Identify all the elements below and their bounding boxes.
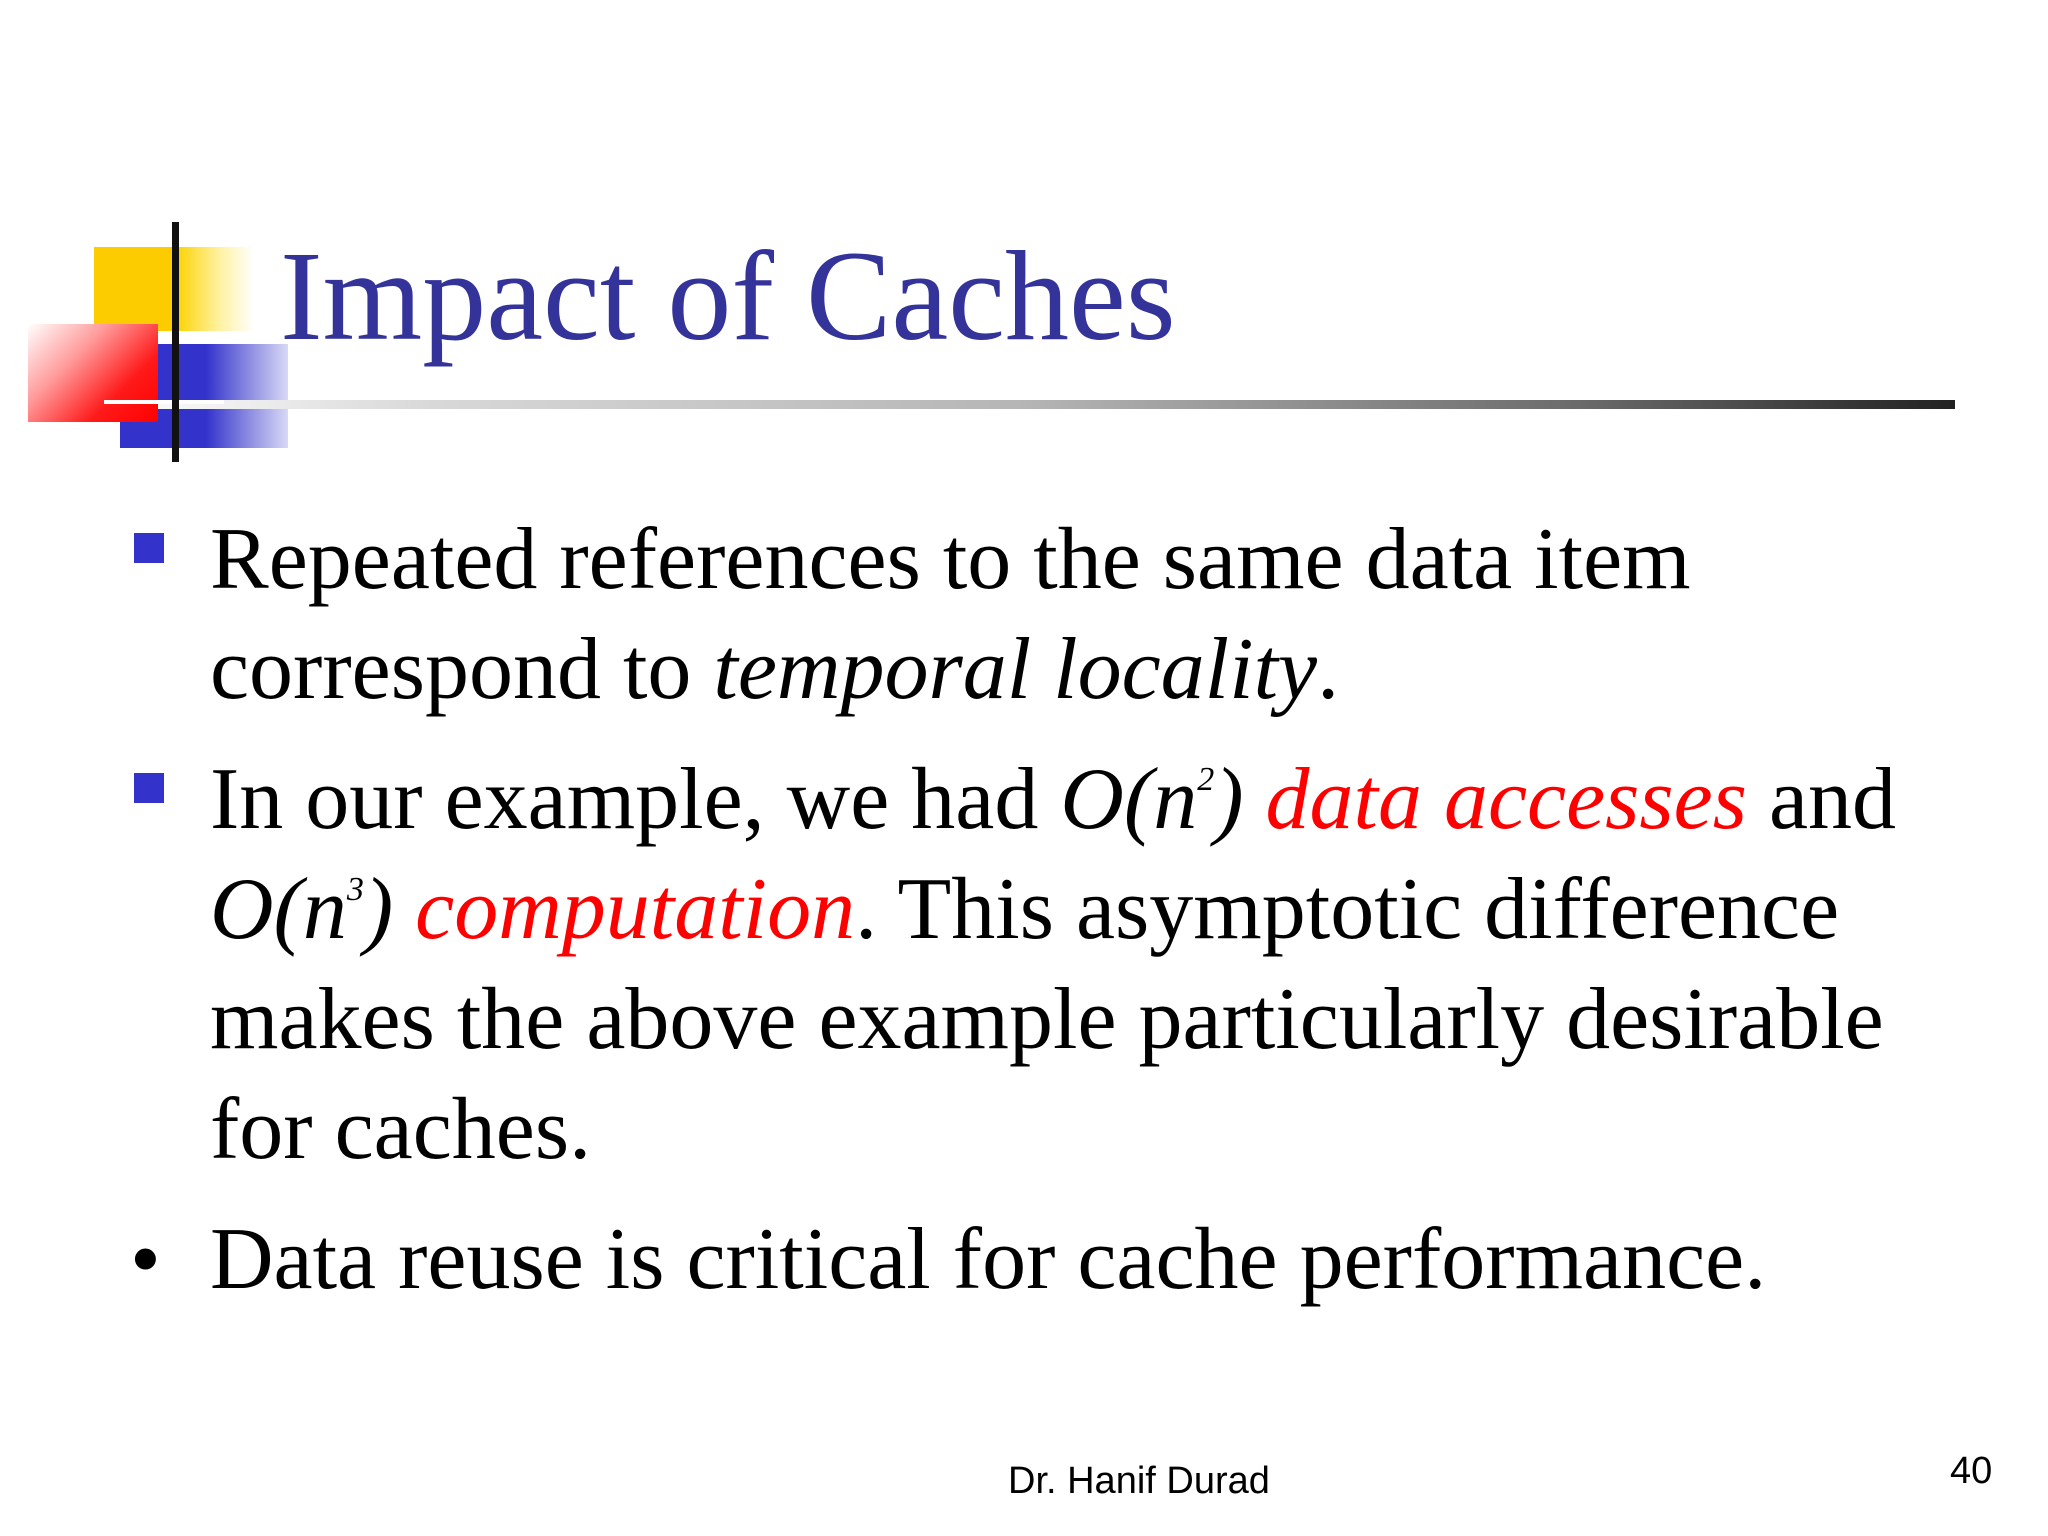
bullet-text: Data reuse is critical for cache performance. [210, 1211, 1767, 1308]
emphasis-text: temporal locality [713, 621, 1318, 718]
logo-vertical-line [172, 222, 179, 462]
title-underline-rule [100, 400, 1955, 409]
logo-white-line [104, 400, 224, 404]
bullet-text: . [1317, 621, 1340, 718]
slide-title: Impact of Caches [280, 225, 1176, 367]
highlight-text: computation [415, 861, 856, 958]
big-o-expression: $O(n^2)$ [1060, 751, 1244, 848]
logo-yellow-fade-square [176, 247, 254, 331]
square-bullet-icon [134, 773, 164, 803]
bullet-text: for caches. [210, 1081, 592, 1178]
bullet-item [130, 1205, 1990, 1315]
bullet-item [130, 745, 1990, 1185]
bullet-text: . This asymptotic difference [855, 861, 1840, 958]
bullet-text: makes the above example particularly desirable [210, 971, 1884, 1068]
logo-red-square [28, 324, 158, 422]
logo-yellow-square [94, 247, 176, 331]
dot-bullet-icon: • [130, 1211, 161, 1308]
page-number: 40 [1950, 1450, 1993, 1492]
big-o-expression: $O(n^3)$ [210, 861, 394, 958]
footer-author: Dr. Hanif Durad [1008, 1460, 1270, 1502]
bullet-item [130, 505, 1990, 725]
bullet-text: and [1746, 751, 1897, 848]
bullet-text: In our example, we had [210, 751, 1061, 848]
bullet-text: Repeated references to the same data item [210, 511, 1691, 608]
logo-blue-fade-square [206, 344, 288, 448]
square-bullet-icon [134, 533, 164, 563]
bullet-text: correspond to [210, 621, 714, 718]
highlight-text: data accesses [1265, 751, 1747, 848]
bullet-list [130, 505, 1990, 1315]
